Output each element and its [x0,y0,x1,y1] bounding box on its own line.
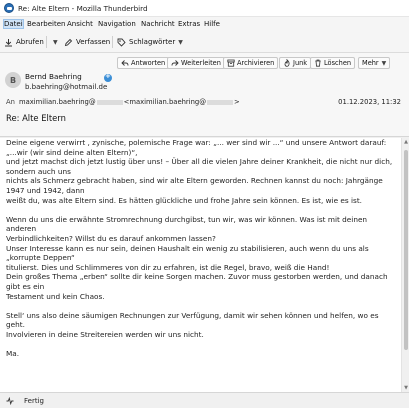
delete-button[interactable] [310,57,355,69]
menu-view[interactable]: Ansicht [67,20,93,28]
fire-icon [283,59,291,67]
menu-bar [0,17,409,31]
message-date: 01.12.2023, 11:32 [338,98,401,106]
sender-name[interactable]: Bernd Baehring [25,72,82,81]
recipient-address-part[interactable]: maximilian.baehring@ [18,98,96,106]
more-button[interactable] [358,57,390,69]
scroll-up-icon[interactable]: ▲ [404,139,408,145]
status-bar [0,392,409,408]
tag-icon [117,38,126,47]
compose-label: Verfassen [76,38,111,46]
body-paragraph: Deine eigene verwirrt , zynische, polemische Frage war: „... wer sind wir ...“ und unsere Antwort darauf: „...wir (wir sind deine alten Eltern)“, und jetzt machst dich jetzt lustig über uns! – Über all die vielen Jahre deiner Krankheit, die nicht nur dich, sondern auch uns nichts als Schmerz gebracht haben, sind wir alte Eltern geworden. Rechnen kannst du noch: Jahrgänge 1947 und 1942, dann weißt du, was alte Eltern sind. Es hätten glückliche und frohe Jahre sein können. Es ist, wie es ist. [6,138,393,205]
forward-button[interactable] [167,57,225,69]
forward-label: Weiterleiten [181,59,221,67]
delete-label: Löschen [324,59,352,67]
main-toolbar [0,31,409,53]
scroll-down-icon[interactable]: ▼ [404,385,408,391]
sender-email[interactable]: b.baehring@hotmail.de [25,83,108,91]
junk-button[interactable] [279,57,311,69]
activity-icon [6,397,14,405]
chevron-down-icon: ▼ [178,38,183,46]
sender-avatar: B [5,72,21,88]
body-paragraph: Stell‘ uns also deine säumigen Rechnungen zur Verfügung, damit wir sehen können und helfen, wo es geht. Involvieren in deine Streitereien werden wir uns nicht. [6,310,379,339]
to-label: An [6,98,15,106]
message-subject: Re: Alte Eltern [6,113,66,123]
title-bar [0,0,409,17]
tags-button[interactable] [117,35,183,49]
body-signature: Ma. [6,349,20,359]
more-label: Mehr [362,59,379,67]
toolbar-divider [46,36,47,48]
get-mail-label: Abrufen [16,38,44,46]
menu-edit[interactable]: Bearbeiten [27,20,66,28]
recipient-address-part: > [234,98,240,106]
get-mail-button[interactable] [4,35,44,49]
trash-icon [314,59,322,67]
download-icon [4,38,13,47]
forward-icon [171,59,179,67]
junk-label: Junk [293,59,308,67]
recipient-address-part[interactable]: <maximilian.baehring@ [123,98,207,106]
message-body[interactable] [0,138,409,392]
thunderbird-icon [4,3,14,13]
archive-icon [227,59,235,67]
compose-button[interactable] [64,35,110,49]
body-paragraph: Wenn du uns die erwähnte Stromrechnung durchgibst, tun wir, was wir können. Was ist mit deinen anderen Verbindlichkeiten? Willst du es darauf ankommen lassen? Unser Interesse kann es nur sein, deinen Haushalt ein wenig zu stabilisieren, auch wenn du uns als „korrupte Deppen“ titulierst. Dies und Schlimmeres von dir zu erfahren, ist die Regel, bravo, weiß die Hand! Dein großes Thema „erben“ sollte dir keine Sorgen machen. Zuvor muss gestorben werden, und danach gibt es ein Testament und kein Chaos. [6,214,388,301]
toolbar-divider [112,36,113,48]
window-title: Re: Alte Eltern - Mozilla Thunderbird [18,4,148,13]
menu-help[interactable]: Hilfe [204,20,220,28]
archive-label: Archivieren [237,59,275,67]
body-scrollbar[interactable] [401,138,409,392]
menu-tools[interactable]: Extras [178,20,201,28]
scrollbar-thumb[interactable] [404,150,408,350]
redacted-text [97,100,123,105]
pencil-icon [64,38,73,47]
tags-label: Schlagwörter [129,38,176,46]
add-contact-icon[interactable] [104,74,112,82]
reply-icon [121,59,129,67]
menu-message[interactable]: Nachricht [141,20,175,28]
chevron-down-icon: ▼ [53,38,58,46]
reply-label: Antworten [131,59,166,67]
chevron-down-icon: ▼ [381,59,387,67]
status-text: Fertig [24,397,44,405]
message-header [0,53,409,137]
archive-button[interactable] [223,57,278,69]
menu-navigation[interactable]: Navigation [98,20,136,28]
reply-button[interactable] [117,57,169,69]
get-mail-dropdown[interactable] [50,35,58,49]
redacted-text [207,100,233,105]
recipient-row [6,98,240,106]
menu-file[interactable]: Datei [4,20,23,28]
